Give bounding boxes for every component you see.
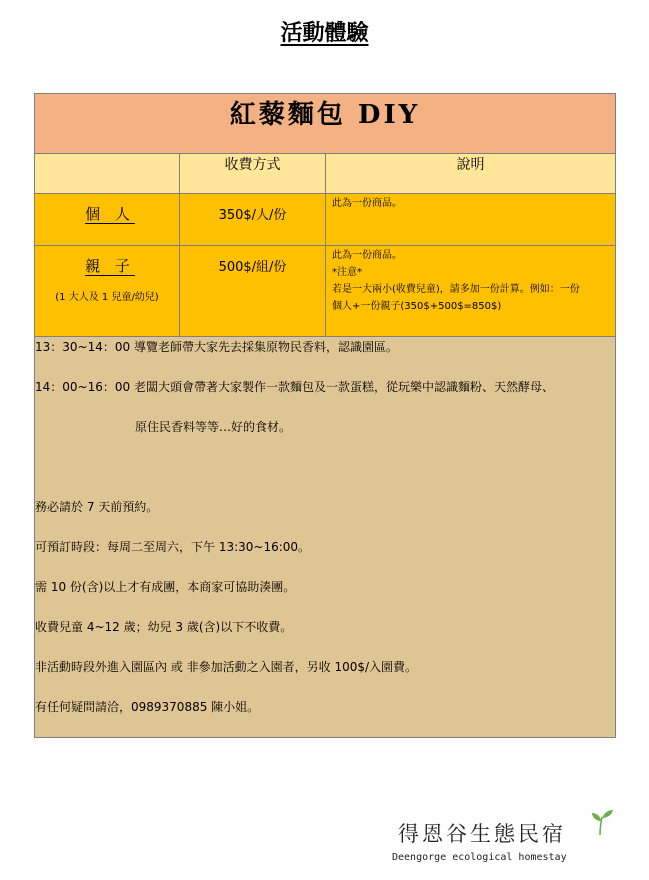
pricing-row-family <box>35 246 616 337</box>
plan-description <box>326 194 616 246</box>
plan-name: 親 子 <box>85 257 135 275</box>
homestay-logo <box>392 808 622 872</box>
schedule-line: 13：30~14：00 導覽老師帶大家先去採集原物民香料，認識園區。 <box>35 340 398 354</box>
note-line: 非活動時段外進入園區內 或 非參加活動之入園者，另收 100$/入園費。 <box>35 660 418 674</box>
schedule-line: 原住民香料等等…好的食材。 <box>135 420 292 434</box>
plan-name: 個 人 <box>85 205 135 223</box>
activity-title-row <box>35 94 616 154</box>
sprout-icon <box>588 808 614 836</box>
details-cell <box>35 337 616 738</box>
header-fee: 收費方式 <box>180 154 326 194</box>
note-line: 需 10 份(含)以上才有成團，本商家可協助湊團。 <box>35 580 296 594</box>
plan-subtitle: (1 大人及 1 兒童/幼兒) <box>55 292 159 303</box>
description-line: *注意* <box>332 267 362 278</box>
page-title: 活動體驗 <box>280 21 369 46</box>
description-line: 此為一份商品。 <box>332 198 402 209</box>
plan-name-cell <box>35 246 180 337</box>
plan-fee: 350$/人/份 <box>180 194 326 246</box>
activity-title: 紅藜麵包 DIY <box>35 94 616 154</box>
schedule-line: 14：00~16：00 老闆大頭會帶著大家製作一款麵包及一款蛋糕，從玩樂中認識麵粉、天然酵母、 <box>35 380 554 394</box>
note-line: 務必請於 7 天前預約。 <box>35 500 159 514</box>
plan-name-cell <box>35 194 180 246</box>
plan-description <box>326 246 616 337</box>
logo-name: 得恩谷生態民宿 <box>398 822 566 846</box>
logo-english-name: Deengorge ecological homestay <box>392 852 567 863</box>
details-row <box>35 337 616 738</box>
header-row <box>35 154 616 194</box>
note-line: 收費兒童 4~12 歲；幼兒 3 歲(含)以下不收費。 <box>35 620 293 634</box>
pricing-row-individual <box>35 194 616 246</box>
header-empty-cell <box>35 154 180 194</box>
header-description: 說明 <box>326 154 616 194</box>
description-line: 此為一份商品。 <box>332 250 402 261</box>
note-line: 可預訂時段：每周二至周六，下午 13:30~16:00。 <box>35 540 311 554</box>
plan-fee: 500$/組/份 <box>180 246 326 337</box>
description-line: 若是一大兩小(收費兒童)，請多加一份計算。例如：一份 <box>332 284 580 295</box>
note-line: 有任何疑問請洽，0989370885 陳小姐。 <box>35 700 260 714</box>
description-line: 個人+一份親子(350$+500$=850$) <box>332 301 502 312</box>
activity-table <box>34 93 616 738</box>
